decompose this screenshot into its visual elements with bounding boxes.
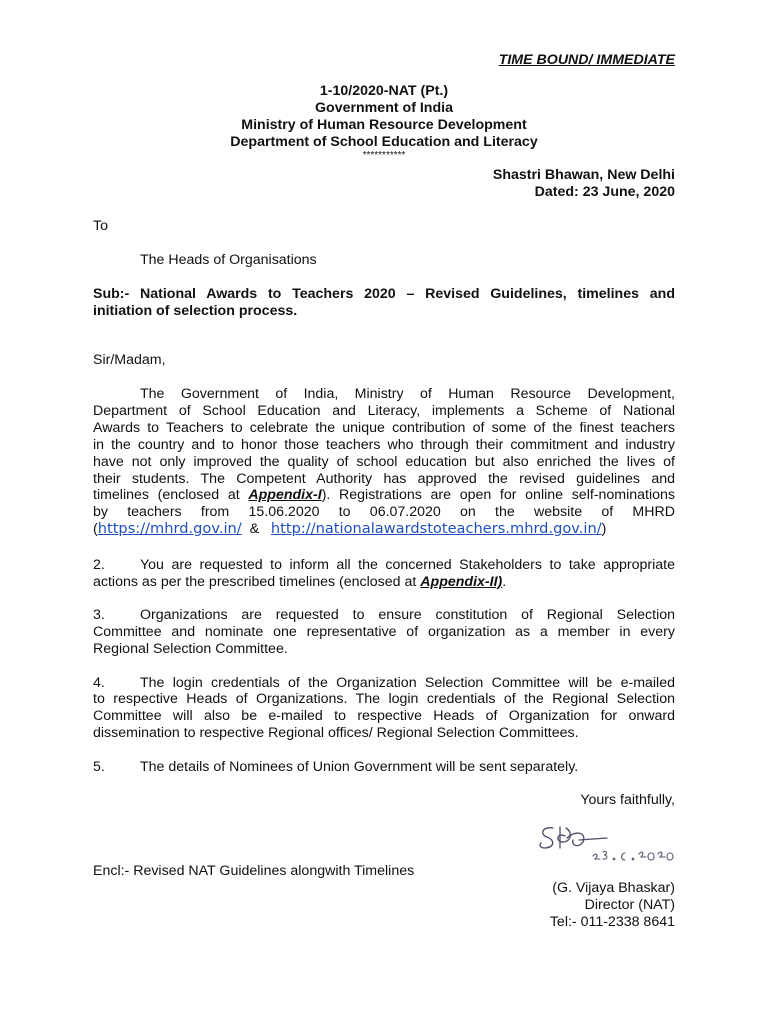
para1-line: timelines (enclosed at Appendix-I). Registrations are open for online self-nominations bbox=[93, 487, 676, 503]
appendix-ii-ref: Appendix-II) bbox=[420, 574, 503, 590]
signatory-name: (G. Vijaya Bhaskar) bbox=[552, 880, 675, 896]
separator-stars: *********** bbox=[362, 150, 406, 161]
ministry-line: Ministry of Human Resource Development bbox=[241, 117, 527, 133]
para1-line: their students. The Competent Authority has approved the revised guidelines and bbox=[93, 471, 675, 487]
signatory-designation: Director (NAT) bbox=[584, 897, 675, 913]
para4-line: to respective Heads of Organizations. The login credentials of the Regional Selection bbox=[93, 691, 675, 707]
mhrd-link[interactable]: https://mhrd.gov.in/ bbox=[97, 520, 242, 537]
subject-line-2: initiation of selection process. bbox=[93, 303, 298, 319]
para1-line: in the country and to honor those teachers who through their commitment and industry bbox=[93, 437, 675, 453]
para4-line: Committee will also be e-mailed to respective Heads of Organization for onward bbox=[93, 708, 675, 724]
place-line: Shastri Bhawan, New Delhi bbox=[492, 167, 675, 183]
para2-line: 2. You are requested to inform all the concerned Stakeholders to take appropriate bbox=[93, 557, 675, 573]
file-number: 1-10/2020-NAT (Pt.) bbox=[319, 83, 449, 99]
signatory-tel: Tel:- 011-2338 8641 bbox=[549, 914, 675, 930]
para1-line: The Government of India, Ministry of Human Resource Development, bbox=[140, 386, 675, 402]
paragraph-5: 5. The details of Nominees of Union Government will be sent separately. bbox=[93, 759, 579, 775]
salutation: Sir/Madam, bbox=[93, 352, 166, 368]
para4-line: dissemination to respective Regional offices/ Regional Selection Committees. bbox=[93, 725, 579, 741]
para3-line: Regional Selection Committee. bbox=[93, 641, 288, 657]
para-number: 5. bbox=[93, 759, 105, 775]
nat-portal-link[interactable]: http://nationalawardstoteachers.mhrd.gov.in/ bbox=[270, 520, 602, 537]
para-number: 4. bbox=[93, 675, 105, 691]
para1-line: Awards to Teachers to celebrate the unique contribution of some of the finest teachers bbox=[93, 420, 675, 436]
ampersand: & bbox=[249, 521, 260, 537]
para1-line: Department of School Education and Literacy, implements a Scheme of National bbox=[93, 403, 675, 419]
para1-links-line: (https://mhrd.gov.in/ & http://nationalawardstoteachers.mhrd.gov.in/) bbox=[93, 520, 607, 537]
date-line: Dated: 23 June, 2020 bbox=[534, 184, 675, 200]
para2-line: actions as per the prescribed timelines (enclosed at Appendix-II). bbox=[93, 574, 507, 590]
para-number: 3. bbox=[93, 607, 105, 623]
closing: Yours faithfully, bbox=[580, 792, 675, 808]
to-label: To bbox=[93, 218, 108, 234]
para3-line: 3. Organizations are requested to ensure constitution of Regional Selection bbox=[93, 607, 675, 623]
para4-line: 4. The login credentials of the Organization Selection Committee will be e-mailed bbox=[93, 675, 675, 691]
para1-line: by teachers from 15.06.2020 to 06.07.2020 on the website of MHRD bbox=[93, 504, 675, 520]
signature-image bbox=[535, 818, 685, 868]
para-number: 2. bbox=[93, 557, 105, 573]
priority-label: TIME BOUND/ IMMEDIATE bbox=[498, 52, 675, 68]
government-line: Government of India bbox=[315, 100, 453, 116]
subject-line-1: Sub:- National Awards to Teachers 2020 – Revised Guidelines, timelines and bbox=[93, 286, 675, 302]
para3-line: Committee and nominate one representative of organization as a member in every bbox=[93, 624, 675, 640]
recipient: The Heads of Organisations bbox=[140, 252, 317, 268]
department-line: Department of School Education and Literacy bbox=[230, 134, 538, 150]
appendix-i-ref: Appendix-I bbox=[248, 487, 322, 503]
enclosure: Encl:- Revised NAT Guidelines alongwith Timelines bbox=[93, 863, 415, 879]
para1-line: have not only improved the quality of school education but also enriched the lives of bbox=[93, 454, 675, 470]
